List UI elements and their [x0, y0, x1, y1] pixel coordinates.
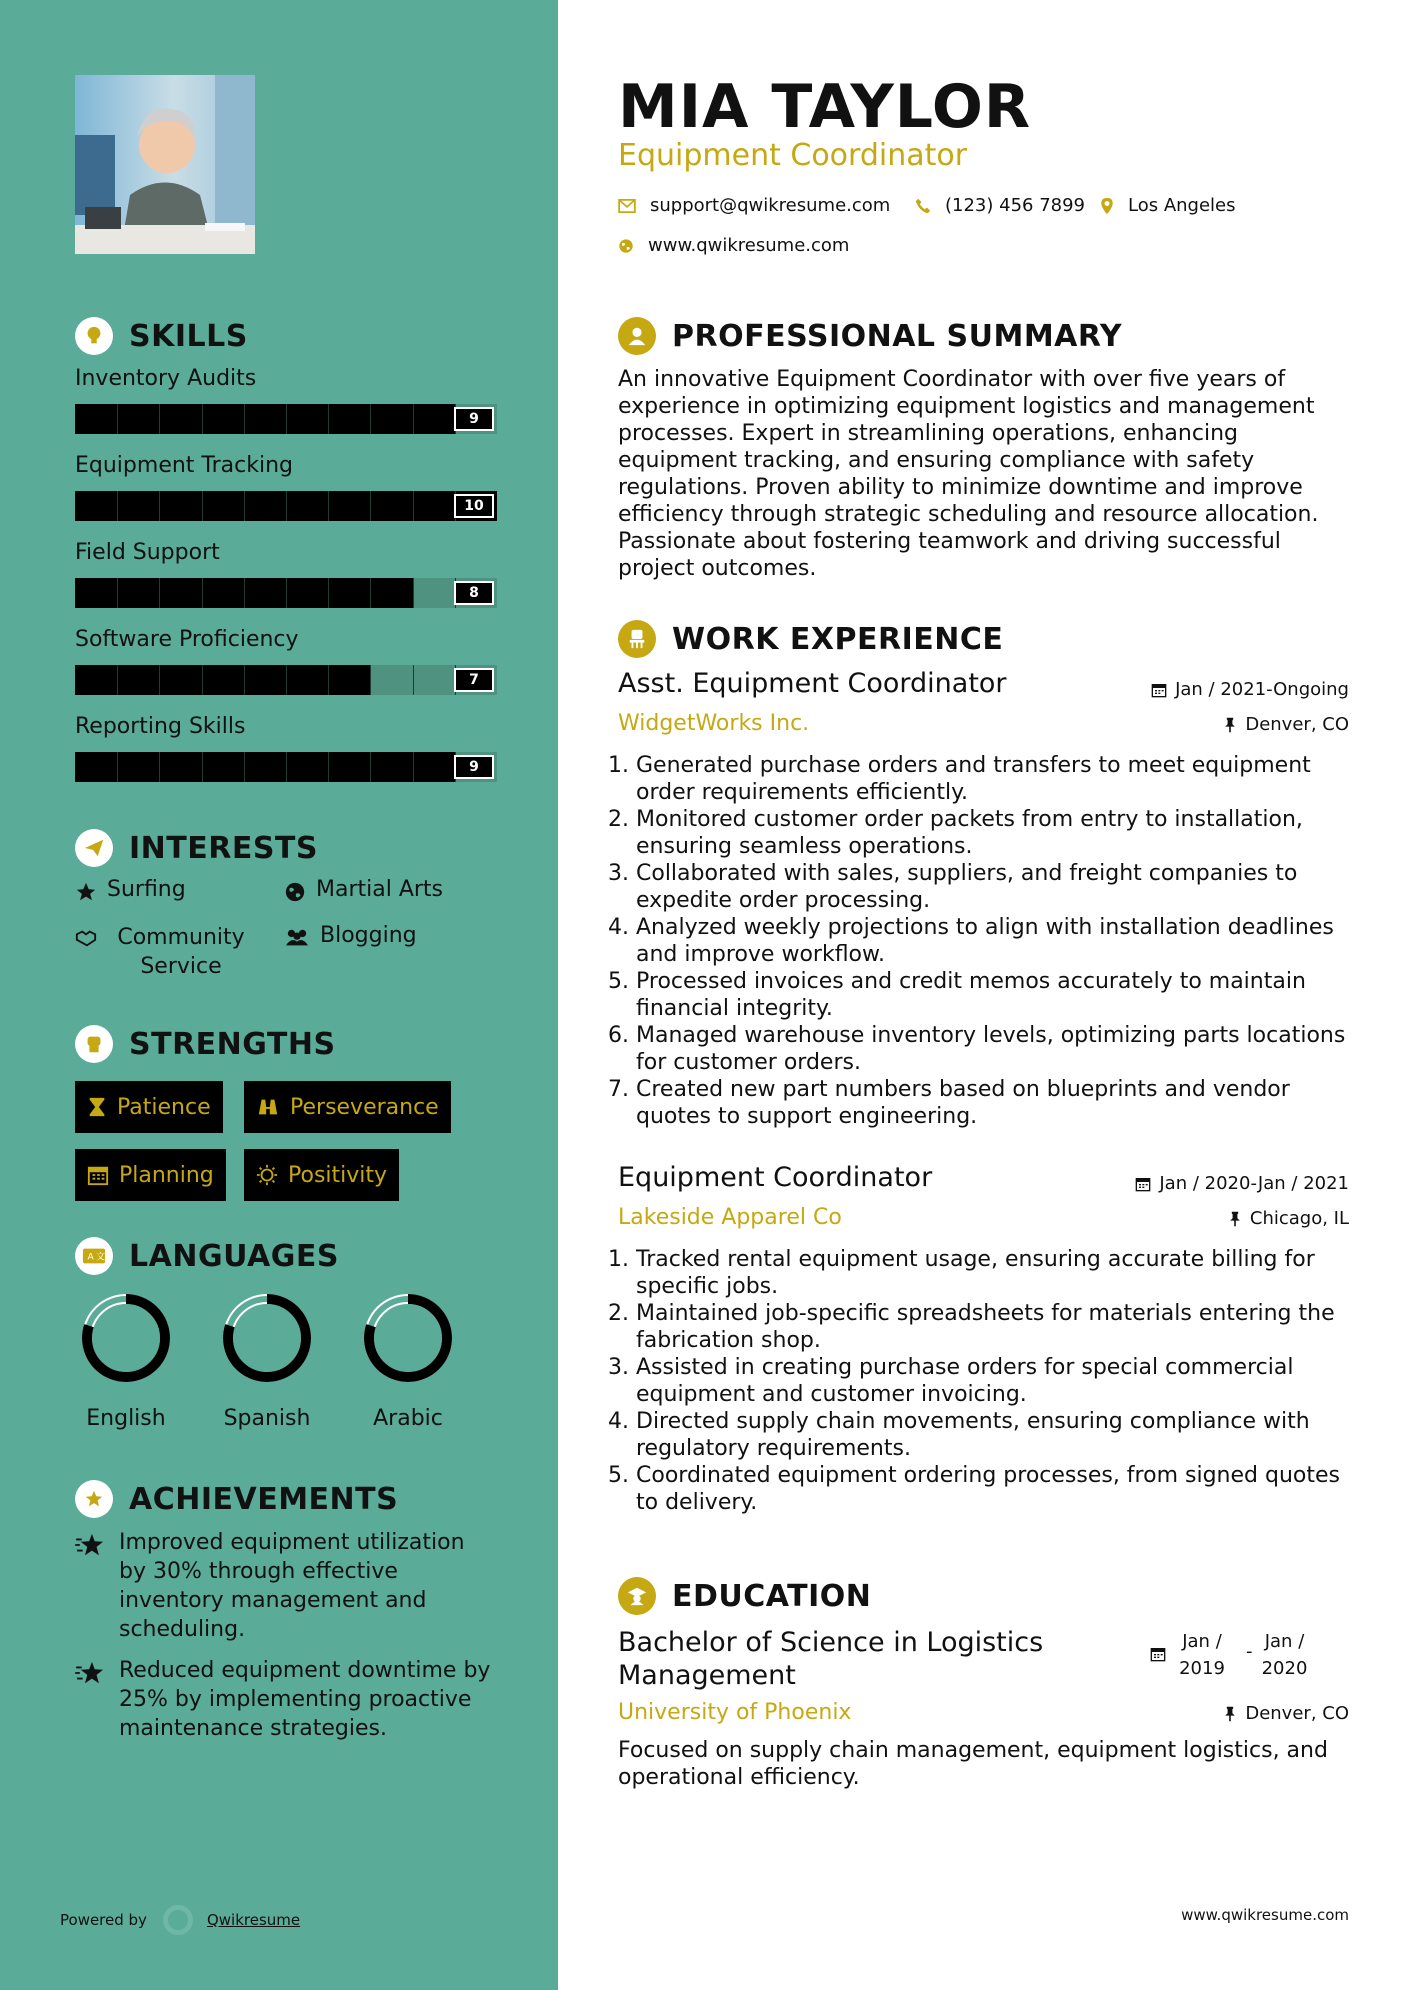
education-dates	[1150, 1628, 1313, 1682]
skill-bar-divider	[413, 665, 414, 695]
degree-line: Management	[618, 1660, 796, 1691]
language-level-ring	[221, 1292, 313, 1384]
pushpin-icon	[1223, 1706, 1237, 1722]
strength-label: Planning	[119, 1162, 214, 1188]
skill-bar-divider	[370, 665, 371, 695]
skill-bar-divider	[286, 404, 287, 434]
education-location-text: Denver, CO	[1245, 1703, 1349, 1724]
education-heading	[618, 1577, 871, 1615]
skill-bar-divider	[328, 578, 329, 608]
summary-title: PROFESSIONAL SUMMARY	[672, 318, 1123, 354]
skill-bar-divider	[159, 491, 160, 521]
skill-bar-divider	[117, 665, 118, 695]
job-location-text: Chicago, IL	[1249, 1208, 1349, 1229]
skill-bar	[75, 491, 497, 521]
experience-title: WORK EXPERIENCE	[672, 621, 1004, 657]
star-icon	[75, 881, 97, 903]
map-pin-icon	[1100, 197, 1114, 215]
skill-bar	[75, 752, 497, 782]
skill-bar-divider	[328, 665, 329, 695]
qwikresume-logo-icon	[163, 1905, 193, 1935]
qwikresume-link[interactable]: Qwikresume	[206, 1911, 301, 1929]
education-title: EDUCATION	[672, 1578, 872, 1614]
job-duty-item: 3. Assisted in creating purchase orders for special commercial equipment and customer invoicing.	[636, 1354, 1358, 1408]
skill-bar-divider	[413, 578, 414, 608]
achievements-heading	[75, 1480, 398, 1518]
candidate-title: Equipment Coordinator	[618, 138, 968, 173]
contact-phone[interactable]	[915, 195, 1085, 216]
languages-title: LANGUAGES	[129, 1238, 339, 1274]
location-text: Los Angeles	[1128, 195, 1236, 216]
star-burst-icon	[75, 1532, 107, 1558]
skill-bar-divider	[202, 491, 203, 521]
job-duty-item: 6. Managed warehouse inventory levels, optimizing parts locations for customer orders.	[636, 1022, 1358, 1076]
job-duty-item: 1. Generated purchase orders and transfers to meet equipment order requirements efficiently.	[636, 752, 1358, 806]
phone-text: (123) 456 7899	[945, 195, 1086, 216]
end-month: Jan /	[1264, 1631, 1305, 1652]
language-name: Arabic	[373, 1406, 443, 1431]
fist-icon	[75, 1025, 113, 1063]
achievements-title: ACHIEVEMENTS	[129, 1481, 399, 1517]
strengths-heading	[75, 1025, 336, 1063]
skill-bar-divider	[370, 404, 371, 434]
chair-icon	[618, 620, 656, 658]
interest-label: Blogging	[320, 923, 417, 948]
job-duty-item: 3. Collaborated with sales, suppliers, and freight companies to expedite order processing.	[636, 860, 1358, 914]
skill-bar-divider	[244, 752, 245, 782]
skill-score: 9	[454, 407, 494, 431]
calendar-icon	[87, 1164, 109, 1186]
language-name: English	[86, 1406, 166, 1431]
skill-bar-divider	[202, 578, 203, 608]
start-month: Jan /	[1182, 1631, 1222, 1652]
skill-bar-divider	[202, 752, 203, 782]
paper-plane-icon	[75, 829, 113, 867]
skill-bar-divider	[328, 491, 329, 521]
interest-item-community-service	[75, 923, 255, 981]
skill-bar-divider	[159, 665, 160, 695]
skill-bar-divider	[286, 578, 287, 608]
hourglass-icon	[87, 1096, 107, 1118]
skill-bar-divider	[244, 491, 245, 521]
achievement-text: Reduced equipment downtime by 25% by implementing proactive maintenance strategies.	[119, 1658, 491, 1741]
skill-bar-divider	[159, 578, 160, 608]
job-dates	[1135, 1173, 1349, 1194]
interest-item-blogging	[284, 923, 417, 949]
skill-bar-divider	[117, 491, 118, 521]
job-dates-text: Jan / 2020-Jan / 2021	[1159, 1173, 1349, 1194]
handshake-icon	[75, 927, 97, 949]
skill-bar-divider	[117, 752, 118, 782]
candidate-name: MIA TAYLOR	[618, 72, 1032, 142]
degree-title	[618, 1626, 1043, 1692]
experience-heading	[618, 620, 1003, 658]
job-duty-item: 4. Directed supply chain movements, ensuring compliance with regulatory requirements.	[636, 1408, 1358, 1462]
education-description: Focused on supply chain management, equipment logistics, and operational efficiency.	[618, 1738, 1328, 1790]
skill-bar-divider	[370, 578, 371, 608]
start-year: 2019	[1179, 1658, 1225, 1679]
contact-location	[1100, 195, 1236, 216]
skill-bar-divider	[117, 404, 118, 434]
education-location	[1223, 1703, 1349, 1724]
strength-label: Perseverance	[290, 1094, 439, 1120]
skill-bar	[75, 578, 497, 608]
skill-bar-divider	[413, 404, 414, 434]
skill-score: 7	[454, 668, 494, 692]
skill-bar-divider	[244, 578, 245, 608]
skill-bar-divider	[202, 665, 203, 695]
website-text: www.qwikresume.com	[648, 235, 850, 256]
job-location-text: Denver, CO	[1245, 714, 1349, 735]
job-dates	[1151, 679, 1349, 700]
footer-website: www.qwikresume.com	[1181, 1906, 1349, 1924]
language-level-ring	[362, 1292, 454, 1384]
job-title: Asst. Equipment Coordinator	[618, 668, 1007, 699]
job-duty-item: 5. Coordinated equipment ordering processes, from signed quotes to delivery.	[636, 1462, 1358, 1516]
skill-bar-divider	[370, 752, 371, 782]
skill-bar-divider	[413, 752, 414, 782]
user-icon	[618, 317, 656, 355]
job-duty-item: 7. Created new part numbers based on blueprints and vendor quotes to support engineering.	[636, 1076, 1358, 1130]
svg-text:文: 文	[95, 1251, 106, 1263]
skill-label: Reporting Skills	[75, 714, 246, 739]
lightbulb-icon	[75, 317, 113, 355]
job-location	[1228, 1208, 1349, 1229]
sidebar	[0, 0, 558, 1990]
skill-label: Equipment Tracking	[75, 453, 294, 478]
summary-heading	[618, 317, 1122, 355]
strength-label: Patience	[117, 1094, 211, 1120]
globe-icon	[618, 238, 634, 254]
phone-icon	[915, 198, 931, 214]
sun-icon	[256, 1164, 278, 1186]
job-duty-item: 5. Processed invoices and credit memos accurately to maintain financial integrity.	[636, 968, 1358, 1022]
skill-score: 8	[454, 581, 494, 605]
skill-bar-divider	[159, 752, 160, 782]
skill-bar-divider	[286, 491, 287, 521]
envelope-icon	[618, 199, 636, 213]
users-icon	[284, 927, 310, 949]
calendar-icon	[1151, 682, 1167, 698]
skill-label: Software Proficiency	[75, 627, 299, 652]
strength-label: Positivity	[288, 1162, 388, 1188]
footer-powered-by	[60, 1905, 300, 1935]
pushpin-icon	[1228, 1211, 1242, 1227]
language-name: Spanish	[223, 1406, 311, 1431]
skill-score: 10	[454, 494, 494, 518]
calendar-icon	[1135, 1176, 1151, 1192]
skill-bar-divider	[244, 665, 245, 695]
strength-chip-positivity	[244, 1149, 399, 1201]
contact-website[interactable]	[618, 235, 849, 256]
job-company: WidgetWorks Inc.	[618, 711, 810, 736]
skill-bar-divider	[328, 752, 329, 782]
interests-title: INTERESTS	[129, 830, 318, 866]
job-duties-list	[618, 752, 1358, 1130]
skill-bar-divider	[370, 491, 371, 521]
trophy-star-icon	[75, 1480, 113, 1518]
graduate-icon	[618, 1577, 656, 1615]
skill-bar-divider	[413, 491, 414, 521]
contact-email[interactable]	[618, 195, 890, 216]
skill-bar-divider	[159, 404, 160, 434]
job-duty-item: 1. Tracked rental equipment usage, ensuring accurate billing for specific jobs.	[636, 1246, 1358, 1300]
skill-bar	[75, 404, 497, 434]
pushpin-icon	[1223, 717, 1237, 733]
degree-line: Bachelor of Science in Logistics	[618, 1627, 1044, 1658]
job-duty-item: 2. Monitored customer order packets from entry to installation, ensuring seamless operations.	[636, 806, 1358, 860]
job-dates-text: Jan / 2021-Ongoing	[1175, 679, 1349, 700]
star-burst-icon	[75, 1660, 107, 1686]
powered-by-label: Powered by	[60, 1911, 147, 1929]
skill-bar-divider	[117, 578, 118, 608]
strengths-title: STRENGTHS	[129, 1026, 336, 1062]
job-company: Lakeside Apparel Co	[618, 1205, 842, 1230]
date-separator: -	[1246, 1641, 1253, 1662]
skill-score: 9	[454, 755, 494, 779]
job-duty-item: 4. Analyzed weekly projections to align with installation deadlines and improve workflow.	[636, 914, 1358, 968]
skills-title: SKILLS	[129, 318, 248, 354]
interest-label: Surfing	[107, 877, 186, 902]
skill-bar	[75, 665, 497, 695]
languages-heading	[75, 1237, 339, 1275]
interest-item-martial-arts	[284, 877, 443, 903]
binoculars-icon	[256, 1096, 280, 1118]
skill-bar-divider	[328, 404, 329, 434]
job-location	[1223, 714, 1349, 735]
skill-bar-divider	[286, 665, 287, 695]
skill-bar-divider	[244, 404, 245, 434]
interest-label: Martial Arts	[316, 877, 444, 902]
achievement-item	[75, 1528, 495, 1644]
calendar-icon	[1150, 1646, 1166, 1662]
job-title: Equipment Coordinator	[618, 1162, 933, 1193]
strength-chip-patience	[75, 1081, 223, 1133]
summary-text: An innovative Equipment Coordinator with over five years of experience in optimizing equipment logistics and management processes. Expert in streamlining operations, enhancing equipment tracking, and ensuring compliance with safety regulations. Proven ability to minimize downtime and improve efficiency through strategic scheduling and resource allocation. Passionate about fostering teamwork and driving successful project outcomes.	[618, 367, 1319, 581]
school-name: University of Phoenix	[618, 1700, 852, 1725]
skills-heading	[75, 317, 248, 355]
job-duties-list	[618, 1246, 1358, 1516]
skill-bar-divider	[286, 752, 287, 782]
globe-icon	[284, 881, 306, 903]
end-year: 2020	[1261, 1658, 1308, 1679]
language-level-ring	[80, 1292, 172, 1384]
strength-chip-perseverance	[244, 1081, 451, 1133]
skill-bar-divider	[202, 404, 203, 434]
skill-label: Inventory Audits	[75, 366, 257, 391]
main-column	[558, 0, 1407, 1990]
job-duty-item: 2. Maintained job-specific spreadsheets for materials entering the fabrication shop.	[636, 1300, 1358, 1354]
interests-heading	[75, 829, 318, 867]
svg-text:A: A	[87, 1251, 94, 1263]
interest-label: Community Service	[117, 925, 245, 979]
interest-item-surfing	[75, 877, 186, 903]
profile-photo	[75, 75, 255, 254]
language-icon	[75, 1237, 113, 1275]
email-text: support@qwikresume.com	[650, 195, 891, 216]
strength-chip-planning	[75, 1149, 226, 1201]
achievement-item	[75, 1656, 495, 1743]
skill-label: Field Support	[75, 540, 220, 565]
achievement-text: Improved equipment utilization by 30% through effective inventory management and scheduling.	[119, 1530, 465, 1642]
